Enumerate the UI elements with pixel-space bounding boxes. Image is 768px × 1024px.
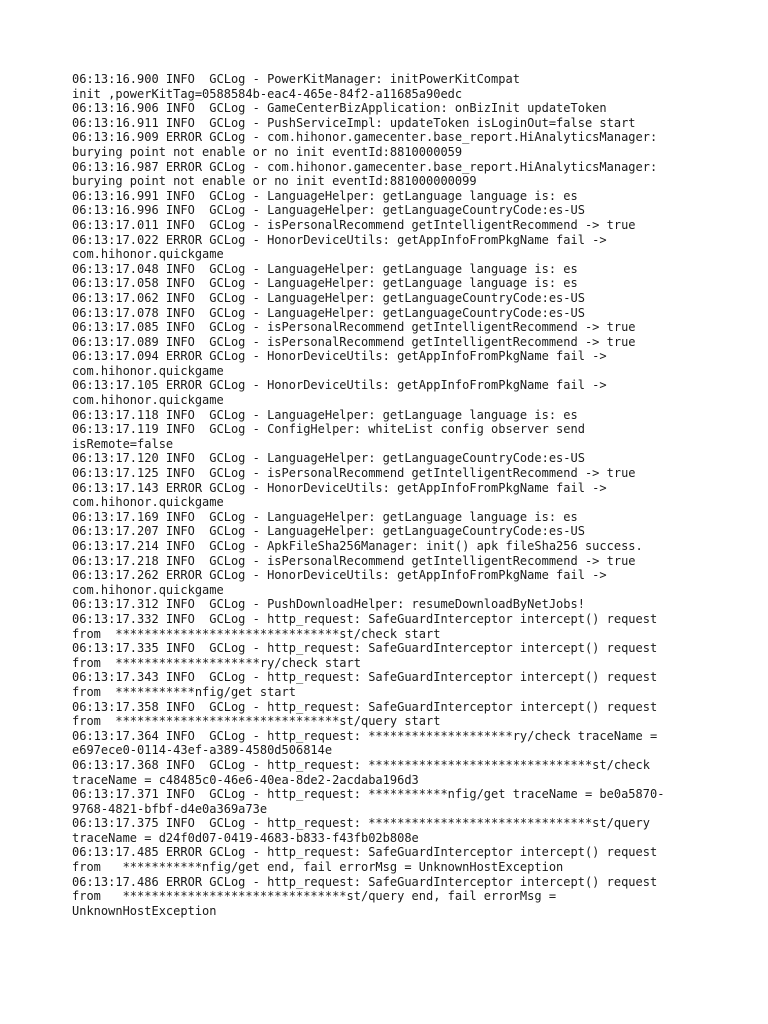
log-text-block bbox=[72, 72, 712, 918]
log-line: 06:13:16.900 INFO GCLog - PowerKitManager: initPowerKitCompat bbox=[72, 72, 520, 86]
log-line: 06:13:17.062 INFO GCLog - LanguageHelper: getLanguageCountryCode:es-US bbox=[72, 290, 585, 305]
log-line: 06:13:17.375 INFO GCLog - http_request: *******************************st/query bbox=[72, 816, 650, 831]
log-line: 06:13:17.207 INFO GCLog - LanguageHelper: getLanguageCountryCode:es-US bbox=[72, 524, 585, 539]
log-line: com.hihonor.quickgame bbox=[72, 582, 224, 597]
log-line: 06:13:17.089 INFO GCLog - isPersonalRecommend getIntelligentRecommend -> true bbox=[72, 334, 636, 349]
log-line: 06:13:17.368 INFO GCLog - http_request: *******************************st/check bbox=[72, 757, 650, 772]
log-line: 06:13:16.911 INFO GCLog - PushServiceImpl: updateToken isLoginOut=false start bbox=[72, 115, 636, 130]
log-line: from ***********nfig/get start bbox=[72, 684, 296, 699]
log-line: from ***********nfig/get end, fail errorMsg = UnknownHostException bbox=[72, 860, 564, 875]
log-line: isRemote=false bbox=[72, 436, 174, 451]
log-line: e697ece0-0114-43ef-a389-4580d506814e bbox=[72, 743, 333, 758]
log-line: 06:13:17.486 ERROR GCLog - http_request: SafeGuardInterceptor intercept() request bbox=[72, 874, 658, 889]
log-line: 06:13:17.078 INFO GCLog - LanguageHelper: getLanguageCountryCode:es-US bbox=[72, 305, 585, 320]
log-line: 06:13:17.358 INFO GCLog - http_request: SafeGuardInterceptor intercept() request bbox=[72, 699, 658, 714]
log-line: 06:13:17.485 ERROR GCLog - http_request: SafeGuardInterceptor intercept() request bbox=[72, 845, 658, 860]
log-line: 06:13:17.332 INFO GCLog - http_request: SafeGuardInterceptor intercept() request bbox=[72, 611, 658, 626]
log-line: com.hihonor.quickgame bbox=[72, 393, 224, 408]
log-line: 06:13:17.085 INFO GCLog - isPersonalRecommend getIntelligentRecommend -> true bbox=[72, 320, 636, 335]
log-line: com.hihonor.quickgame bbox=[72, 495, 224, 510]
log-line: 06:13:16.906 INFO GCLog - GameCenterBizApplication: onBizInit updateToken bbox=[72, 101, 607, 116]
log-line: 06:13:17.214 INFO GCLog - ApkFileSha256Manager: init() apk fileSha256 success. bbox=[72, 539, 643, 553]
log-line: 06:13:17.169 INFO GCLog - LanguageHelper: getLanguage language is: es bbox=[72, 509, 578, 524]
log-line: com.hihonor.quickgame bbox=[72, 247, 224, 262]
log-line: 06:13:17.105 ERROR GCLog - HonorDeviceUtils: getAppInfoFromPkgName fail -> bbox=[72, 378, 607, 393]
log-line: 06:13:17.335 INFO GCLog - http_request: SafeGuardInterceptor intercept() request bbox=[72, 641, 658, 656]
log-line: init ,powerKitTag=0588584b-eac4-465e-84f2-a11685a90edc bbox=[72, 86, 463, 101]
log-line: 06:13:17.143 ERROR GCLog - HonorDeviceUtils: getAppInfoFromPkgName fail -> bbox=[72, 480, 607, 495]
log-line: 06:13:16.991 INFO GCLog - LanguageHelper: getLanguage language is: es bbox=[72, 188, 578, 203]
log-line: traceName = d24f0d07-0419-4683-b833-f43fb02b808e bbox=[72, 830, 419, 845]
log-line: 06:13:17.048 INFO GCLog - LanguageHelper: getLanguage language is: es bbox=[72, 261, 578, 276]
log-line: burying point not enable or no init eventId:881000000099 bbox=[72, 174, 477, 189]
log-line: burying point not enable or no init eventId:8810000059 bbox=[72, 144, 463, 159]
log-line: 06:13:17.058 INFO GCLog - LanguageHelper: getLanguage language is: es bbox=[72, 276, 578, 291]
log-line: 06:13:17.371 INFO GCLog - http_request: ***********nfig/get traceName = be0a5870- bbox=[72, 787, 665, 802]
log-line: 06:13:16.987 ERROR GCLog - com.hihonor.gamecenter.base_report.HiAnalyticsManager: bbox=[72, 159, 658, 174]
log-line: UnknownHostException bbox=[72, 903, 217, 918]
log-line: 06:13:17.125 INFO GCLog - isPersonalRecommend getIntelligentRecommend -> true bbox=[72, 466, 636, 481]
log-line: 06:13:17.094 ERROR GCLog - HonorDeviceUtils: getAppInfoFromPkgName fail -> bbox=[72, 349, 607, 364]
log-line: from ********************ry/check start bbox=[72, 655, 361, 670]
log-line: 06:13:17.364 INFO GCLog - http_request: ********************ry/check traceName = bbox=[72, 728, 658, 743]
log-line: 06:13:17.120 INFO GCLog - LanguageHelper: getLanguageCountryCode:es-US bbox=[72, 451, 585, 466]
log-line: 06:13:17.312 INFO GCLog - PushDownloadHelper: resumeDownloadByNetJobs! bbox=[72, 597, 585, 612]
log-line: 06:13:17.118 INFO GCLog - LanguageHelper: getLanguage language is: es bbox=[72, 407, 578, 422]
log-line: 06:13:16.996 INFO GCLog - LanguageHelper: getLanguageCountryCode:es-US bbox=[72, 203, 585, 218]
log-line: traceName = c48485c0-46e6-40ea-8de2-2acdaba196d3 bbox=[72, 772, 419, 787]
log-line: 06:13:17.011 INFO GCLog - isPersonalRecommend getIntelligentRecommend -> true bbox=[72, 217, 636, 232]
log-line: from *******************************st/query end, fail errorMsg = bbox=[72, 889, 557, 904]
log-line: 9768-4821-bfbf-d4e0a369a73e bbox=[72, 801, 268, 816]
log-line: from *******************************st/query start bbox=[72, 714, 441, 729]
log-line: 06:13:17.343 INFO GCLog - http_request: SafeGuardInterceptor intercept() request bbox=[72, 670, 658, 685]
log-line: 06:13:17.262 ERROR GCLog - HonorDeviceUtils: getAppInfoFromPkgName fail -> bbox=[72, 568, 607, 583]
log-line: 06:13:17.218 INFO GCLog - isPersonalRecommend getIntelligentRecommend -> true bbox=[72, 553, 636, 568]
log-line: from *******************************st/check start bbox=[72, 626, 441, 641]
log-line: com.hihonor.quickgame bbox=[72, 363, 224, 378]
log-line: 06:13:17.022 ERROR GCLog - HonorDeviceUtils: getAppInfoFromPkgName fail -> bbox=[72, 232, 607, 247]
log-line: 06:13:17.119 INFO GCLog - ConfigHelper: whiteList config observer send bbox=[72, 422, 585, 437]
log-line: 06:13:16.909 ERROR GCLog - com.hihonor.gamecenter.base_report.HiAnalyticsManager: bbox=[72, 130, 658, 145]
